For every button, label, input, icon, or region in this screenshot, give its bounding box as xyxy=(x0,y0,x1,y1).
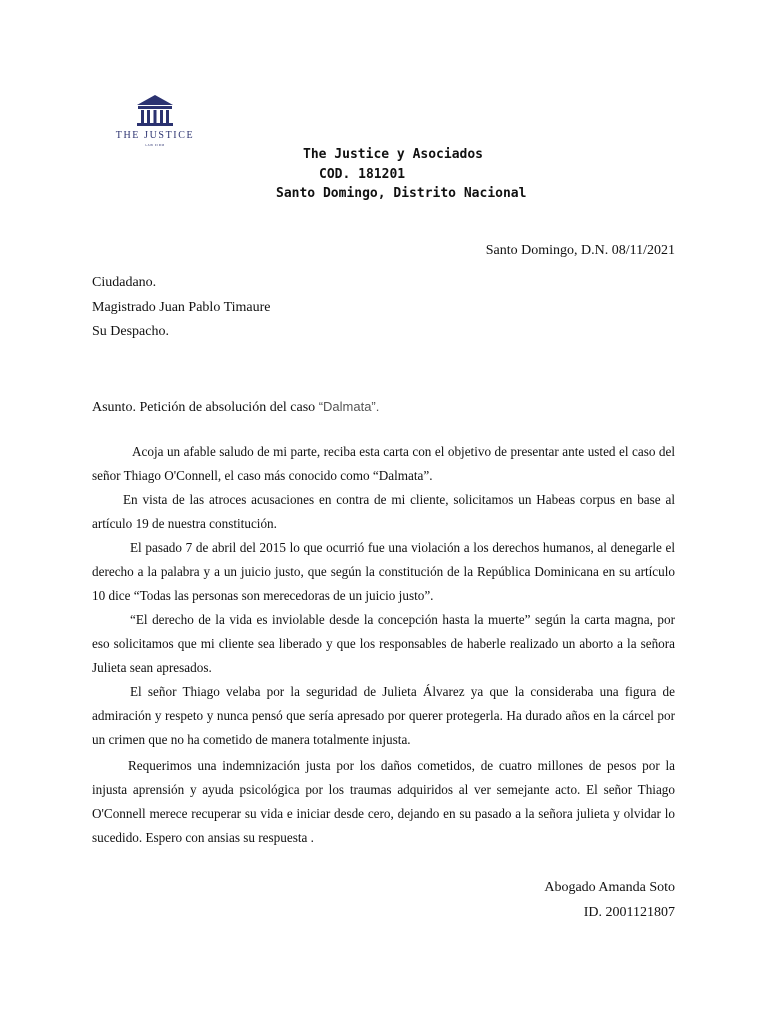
signature-id: ID. 2001121807 xyxy=(583,905,675,920)
courthouse-icon xyxy=(135,92,175,128)
recipient-name: Magistrado Juan Pablo Timaure xyxy=(92,300,271,315)
logo-name: THE JUSTICE xyxy=(115,130,195,141)
body-paragraph-3: El pasado 7 de abril del 2015 lo que ocurrió fue una violación a los derechos humanos, al denegarle el derecho a la palabra y a un juicio justo, que según la constitución de la República Dominicana en su artículo 10 dice “Todas las personas son merecedoras de un juicio justo”. xyxy=(92,540,675,603)
letter-date: Santo Domingo, D.N. 08/11/2021 xyxy=(485,243,675,258)
subject-line xyxy=(92,398,379,417)
body-paragraph-1: Acoja un afable saludo de mi parte, reciba esta carta con el objetivo de presentar ante usted el caso del señor Thiago O'Connell, el caso más conocido como “Dalmata”. xyxy=(92,444,675,483)
body-paragraph-5: El señor Thiago velaba por la seguridad de Julieta Álvarez ya que la consideraba una figura de admiración y respeto y nunca pensó que sería apresado por querer protegerla. Ha durado años en la cárcel por un crimen que no ha cometido de manera totalmente injusta. xyxy=(92,684,675,747)
body-paragraph-6: Requerimos una indemnización justa por los daños cometidos, de cuatro millones de pesos por la injusta aprensión y ayuda psicológica por los traumas adquiridos al ver semejante acto. El señor Thiago O'Connell merece recuperar su vida e iniciar desde cero, dejando en su pasado a la señora julieta y olvidar lo sucedido. Espero con ansias su respuesta . xyxy=(92,758,675,845)
logo-subtitle: LAW FIRM xyxy=(145,143,165,147)
subject-prefix: Asunto. Petición de absolución del caso xyxy=(92,400,319,415)
recipient-title: Ciudadano. xyxy=(92,275,157,290)
subject-case: “Dalmata”. xyxy=(318,399,380,414)
body-paragraph-4: “El derecho de la vida es inviolable desde la concepción hasta la muerte” según la carta magna, por eso solicitamos que mi cliente sea liberado y que los responsables de haberle realizado un aborto a la señora Julieta sean apresados. xyxy=(92,612,675,675)
signature-name: Abogado Amanda Soto xyxy=(544,880,675,895)
firm-name: The Justice y Asociados xyxy=(303,147,484,162)
firm-code: COD. 181201 xyxy=(319,167,406,182)
body-paragraph-2: En vista de las atroces acusaciones en contra de mi cliente, solicitamos un Habeas corpus en base al artículo 19 de nuestra constitución. xyxy=(92,492,675,531)
firm-location: Santo Domingo, Distrito Nacional xyxy=(276,186,527,201)
recipient-office: Su Despacho. xyxy=(92,324,169,339)
firm-logo xyxy=(103,88,207,156)
